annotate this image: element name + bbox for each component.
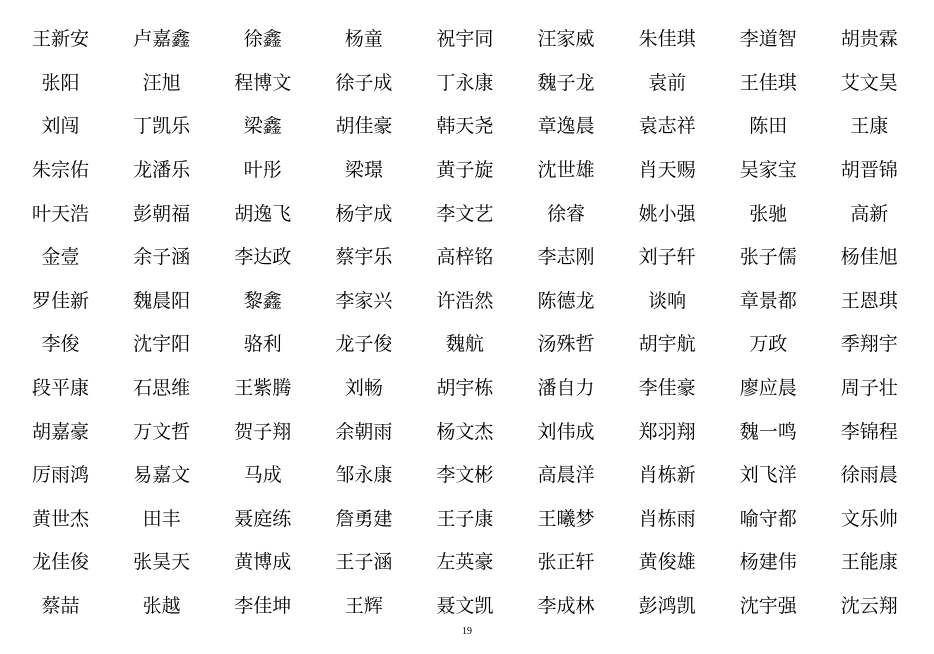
name-cell: 王子康 — [436, 507, 494, 530]
name-cell: 袁志祥 — [638, 115, 696, 138]
name-cell: 胡宇航 — [638, 333, 696, 356]
name-cell: 沈世雄 — [537, 159, 595, 182]
name-cell: 黄博成 — [234, 551, 292, 574]
name-cell: 肖栋雨 — [638, 507, 696, 530]
name-cell: 蔡宇乐 — [335, 246, 393, 269]
name-cell: 徐子成 — [335, 71, 393, 94]
name-cell: 李家兴 — [335, 289, 393, 312]
name-cell: 李文彬 — [436, 464, 494, 487]
name-cell: 汪旭 — [142, 71, 181, 94]
name-cell: 黄子旋 — [436, 159, 494, 182]
name-cell: 喻守都 — [739, 507, 797, 530]
name-cell: 梁鑫 — [243, 115, 282, 138]
name-cell: 程博文 — [234, 71, 292, 94]
name-cell: 李佳坤 — [234, 595, 292, 618]
name-cell: 李俊 — [41, 333, 80, 356]
name-cell: 王曦梦 — [537, 507, 595, 530]
name-cell: 魏航 — [445, 333, 484, 356]
name-cell: 谈响 — [648, 289, 687, 312]
name-cell: 丁永康 — [436, 71, 494, 94]
name-cell: 罗佳新 — [32, 289, 90, 312]
name-cell: 魏一鸣 — [739, 420, 797, 443]
name-cell: 王紫腾 — [234, 377, 292, 400]
name-cell: 叶彤 — [243, 159, 282, 182]
name-cell: 许浩然 — [436, 289, 494, 312]
name-cell: 龙潘乐 — [133, 159, 191, 182]
name-cell: 朱宗佑 — [32, 159, 90, 182]
name-cell: 王恩琪 — [840, 289, 898, 312]
name-cell: 龙佳俊 — [32, 551, 90, 574]
name-cell: 李道智 — [739, 28, 797, 51]
name-cell: 彭朝福 — [133, 202, 191, 225]
name-cell: 郑羽翔 — [638, 420, 696, 443]
name-cell: 高新 — [850, 202, 889, 225]
name-cell: 陈田 — [749, 115, 788, 138]
name-cell: 李达政 — [234, 246, 292, 269]
name-cell: 邹永康 — [335, 464, 393, 487]
name-cell: 黎鑫 — [243, 289, 282, 312]
name-cell: 卢嘉鑫 — [133, 28, 191, 51]
name-cell: 贺子翔 — [234, 420, 292, 443]
name-cell: 朱佳琪 — [638, 28, 696, 51]
name-cell: 胡逸飞 — [234, 202, 292, 225]
name-cell: 梁璟 — [344, 159, 383, 182]
name-cell: 杨童 — [344, 28, 383, 51]
name-cell: 杨建伟 — [739, 551, 797, 574]
name-cell: 季翔宇 — [840, 333, 898, 356]
name-cell: 祝宇同 — [436, 28, 494, 51]
name-cell: 石思维 — [133, 377, 191, 400]
name-cell: 周子壮 — [840, 377, 898, 400]
name-grid — [10, 18, 920, 628]
name-cell: 骆利 — [243, 333, 282, 356]
name-cell: 李锦程 — [840, 420, 898, 443]
name-cell: 胡晋锦 — [840, 159, 898, 182]
name-cell: 刘闯 — [41, 115, 80, 138]
name-cell: 王能康 — [840, 551, 898, 574]
name-cell: 沈云翔 — [840, 595, 898, 618]
name-cell: 徐睿 — [547, 202, 586, 225]
name-cell: 吴家宝 — [739, 159, 797, 182]
name-cell: 肖栋新 — [638, 464, 696, 487]
name-cell: 胡嘉豪 — [32, 420, 90, 443]
name-cell: 段平康 — [32, 377, 90, 400]
name-cell: 张昊天 — [133, 551, 191, 574]
name-cell: 万政 — [749, 333, 788, 356]
name-cell: 龙子俊 — [335, 333, 393, 356]
name-cell: 章逸晨 — [537, 115, 595, 138]
name-cell: 张越 — [142, 595, 181, 618]
name-cell: 魏子龙 — [537, 71, 595, 94]
name-cell: 李文艺 — [436, 202, 494, 225]
name-cell: 张子儒 — [739, 246, 797, 269]
name-cell: 沈宇强 — [739, 595, 797, 618]
name-cell: 潘自力 — [537, 377, 595, 400]
name-cell: 马成 — [243, 464, 282, 487]
name-cell: 聂庭练 — [234, 507, 292, 530]
name-cell: 田丰 — [142, 507, 181, 530]
name-cell: 王佳琪 — [739, 71, 797, 94]
page-number: 19 — [462, 626, 472, 637]
name-cell: 左英豪 — [436, 551, 494, 574]
name-cell: 袁前 — [648, 71, 687, 94]
name-cell: 文乐帅 — [840, 507, 898, 530]
name-cell: 胡贵霖 — [840, 28, 898, 51]
name-cell: 廖应晨 — [739, 377, 797, 400]
name-cell: 厉雨鸿 — [32, 464, 90, 487]
name-cell: 汤殊哲 — [537, 333, 595, 356]
name-cell: 李佳豪 — [638, 377, 696, 400]
name-cell: 黄俊雄 — [638, 551, 696, 574]
name-cell: 黄世杰 — [32, 507, 90, 530]
name-cell: 肖天赐 — [638, 159, 696, 182]
name-cell: 陈德龙 — [537, 289, 595, 312]
name-cell: 张阳 — [41, 71, 80, 94]
name-cell: 王子涵 — [335, 551, 393, 574]
name-cell: 高梓铭 — [436, 246, 494, 269]
name-cell: 沈宇阳 — [133, 333, 191, 356]
name-cell: 汪家威 — [537, 28, 595, 51]
name-cell: 徐鑫 — [243, 28, 282, 51]
name-cell: 杨佳旭 — [840, 246, 898, 269]
name-cell: 彭鸿凯 — [638, 595, 696, 618]
name-cell: 刘飞洋 — [739, 464, 797, 487]
name-cell: 张驰 — [749, 202, 788, 225]
name-cell: 徐雨晨 — [840, 464, 898, 487]
name-cell: 余子涵 — [133, 246, 191, 269]
name-cell: 刘畅 — [344, 377, 383, 400]
name-cell: 杨宇成 — [335, 202, 393, 225]
name-cell: 王康 — [850, 115, 889, 138]
name-cell: 章景都 — [739, 289, 797, 312]
name-cell: 詹勇建 — [335, 507, 393, 530]
name-cell: 胡宇栋 — [436, 377, 494, 400]
name-cell: 聂文凯 — [436, 595, 494, 618]
name-cell: 王新安 — [32, 28, 90, 51]
name-cell: 万文哲 — [133, 420, 191, 443]
name-cell: 艾文昊 — [840, 71, 898, 94]
name-cell: 杨文杰 — [436, 420, 494, 443]
name-cell: 丁凯乐 — [133, 115, 191, 138]
name-cell: 高晨洋 — [537, 464, 595, 487]
name-cell: 王辉 — [344, 595, 383, 618]
name-cell: 易嘉文 — [133, 464, 191, 487]
name-cell: 刘伟成 — [537, 420, 595, 443]
name-cell: 李志刚 — [537, 246, 595, 269]
name-cell: 姚小强 — [638, 202, 696, 225]
name-cell: 韩天尧 — [436, 115, 494, 138]
name-cell: 张正轩 — [537, 551, 595, 574]
name-cell: 金壹 — [41, 246, 80, 269]
name-cell: 刘子轩 — [638, 246, 696, 269]
name-cell: 李成林 — [537, 595, 595, 618]
name-cell: 蔡喆 — [41, 595, 80, 618]
name-cell: 魏晨阳 — [133, 289, 191, 312]
name-cell: 余朝雨 — [335, 420, 393, 443]
name-cell: 胡佳豪 — [335, 115, 393, 138]
name-cell: 叶天浩 — [32, 202, 90, 225]
